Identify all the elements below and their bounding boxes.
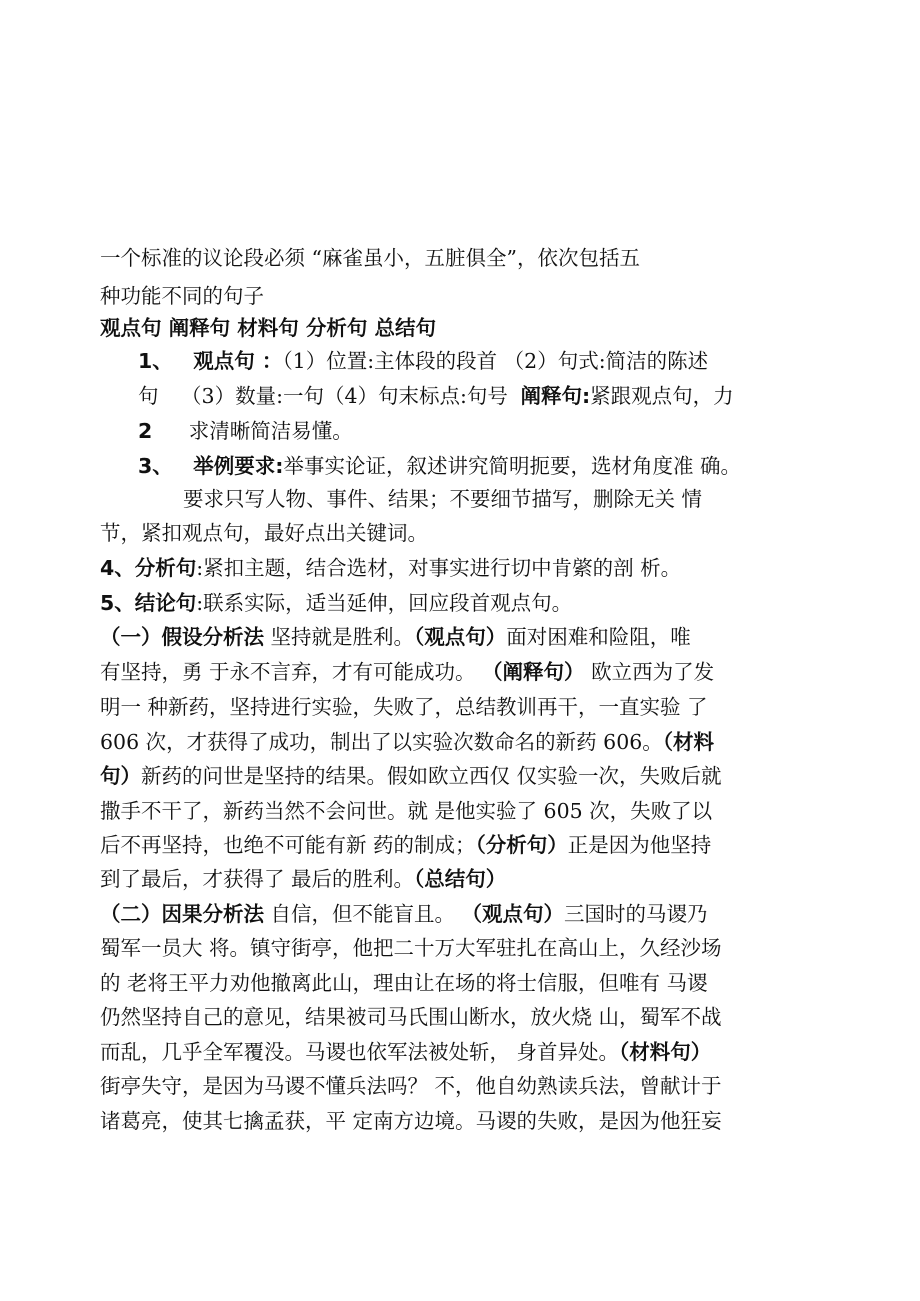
section-2-line-1 bbox=[100, 899, 840, 929]
item-3-label: 举例要求: bbox=[193, 454, 284, 478]
intro-line-2: 种功能不同的句子 bbox=[100, 284, 264, 308]
item-4-text: :紧扣主题，结合选材，对事实进行切中肯綮的剖 析。 bbox=[196, 556, 682, 580]
item-2-text: 紧跟观点句，力 bbox=[590, 384, 734, 408]
item-1-text: （1）位置:主体段的段首 （2）句式:简洁的陈述 bbox=[282, 349, 709, 373]
item-1-number: 1、 bbox=[138, 349, 173, 373]
section-2-line-2: 蜀军一员大 将。镇守街亭，他把二十万大军驻扎在高山上，久经沙场 bbox=[100, 936, 722, 960]
section-1-text: 坚持就是胜利。 bbox=[264, 625, 415, 649]
section-1-text: 欧立西为了发 bbox=[584, 660, 715, 684]
item-2 bbox=[138, 416, 838, 446]
item-1-cont-b: （3）数量:一句（4）句末标点:句号 bbox=[181, 384, 508, 408]
section-1-text: 面对困难和险阻，唯 bbox=[506, 625, 691, 649]
section-1-line-5 bbox=[100, 761, 840, 791]
item-3-number: 3、 bbox=[138, 454, 173, 478]
item-3-continued-1: 要求只写人物、事件、结果；不要细节描写，删除无关 情 bbox=[183, 487, 703, 511]
item-5-label: 5、结论句 bbox=[100, 591, 197, 615]
section-2-line-4: 仍然坚持自己的意见，结果被司马氏围山断水，放火烧 山，蜀军不战 bbox=[100, 1005, 722, 1029]
section-1-text: 有坚持，勇 于永不言弃，才有可能成功。 bbox=[100, 660, 483, 684]
section-2-line-3: 的 老将王平力劝他撤离此山，理由让在场的将士信服，但唯有 马谡 bbox=[100, 971, 708, 995]
item-3-text: 举事实论证，叙述讲究简明扼要，选材角度准 确。 bbox=[283, 454, 742, 478]
section-1-text: 后不再坚持，也绝不可能有新 药的制成； bbox=[100, 833, 476, 857]
section-1-tag-summary: （总结句） bbox=[414, 867, 507, 891]
item-1-label: 观点句 ： bbox=[193, 349, 283, 373]
section-2-line-6: 街亭失守，是因为马谡不懂兵法吗？ 不，他自幼熟读兵法，曾献计于 bbox=[100, 1074, 722, 1098]
section-2-text: 三国时的马谡乃 bbox=[564, 902, 708, 926]
section-1-text: 新药的问世是坚持的结果。假如欧立西仅 仅实验一次，失败后就 bbox=[141, 764, 722, 788]
item-2-number: 2 bbox=[138, 419, 153, 443]
item-1-cont-a: 句 bbox=[138, 384, 159, 408]
item-3-continued-2: 节，紧扣观点句，最好点出关键词。 bbox=[100, 521, 428, 545]
section-1-line-7 bbox=[100, 830, 840, 860]
item-5-text: :联系实际，适当延伸，回应段首观点句。 bbox=[196, 591, 573, 615]
item-2-label: 阐释句: bbox=[520, 384, 591, 408]
item-3 bbox=[138, 451, 838, 481]
item-5 bbox=[100, 588, 840, 618]
section-2-line-5 bbox=[100, 1037, 840, 1067]
section-1-tag-explain: （阐释句） bbox=[482, 660, 585, 684]
section-2-heading: （二）因果分析法 bbox=[100, 902, 264, 926]
section-2-tag-viewpoint: （观点句） bbox=[461, 902, 565, 926]
section-2-text: 自信，但不能盲且。 bbox=[264, 902, 462, 926]
item-2-continued: 求清晰简洁易懂。 bbox=[188, 419, 353, 443]
section-1-text: 正是因为他坚持 bbox=[567, 833, 712, 857]
item-1-continued bbox=[138, 381, 838, 411]
section-1-tag-analysis: （分析句） bbox=[475, 833, 568, 857]
section-1-line-3: 明一 种新药，坚持进行实验，失败了，总结教训再干，一直实验 了 bbox=[100, 695, 708, 719]
section-2-text: 而乱，几乎全军覆没。马谡也依军法被处斩， 身首异处。 bbox=[100, 1040, 620, 1064]
section-1-line-8 bbox=[100, 864, 840, 894]
item-1 bbox=[138, 346, 838, 376]
section-1-tag-material: （材料 bbox=[662, 730, 715, 754]
section-1-line-6: 撒手不干了，新药当然不会问世。就 是他实验了 605 次，失败了以 bbox=[100, 799, 713, 823]
item-4-label: 4、分析句 bbox=[100, 556, 197, 580]
section-1-text: 606 次，才获得了成功，制出了以实验次数命名的新药 606。 bbox=[100, 730, 663, 754]
item-4 bbox=[100, 553, 840, 583]
section-1-tag-material-end: 句） bbox=[100, 764, 141, 788]
intro-line-1: 一个标准的议论段必须 “麻雀虽小，五脏俱全”，依次包括五 bbox=[100, 246, 640, 270]
section-1-line-4 bbox=[100, 727, 840, 757]
sentence-types: 观点句 阐释句 材料句 分析句 总结句 bbox=[100, 316, 437, 340]
section-1-text: 到了最后，才获得了 最后的胜利。 bbox=[100, 867, 415, 891]
section-2-line-7: 诸葛亮，使其七擒孟获，平 定南方边境。马谡的失败，是因为他狂妄 bbox=[100, 1109, 722, 1133]
section-1-tag-viewpoint: （观点句） bbox=[414, 625, 507, 649]
section-2-tag-material: （材料句） bbox=[619, 1040, 712, 1064]
section-1-line-1 bbox=[100, 622, 840, 652]
section-1-line-2 bbox=[100, 657, 840, 687]
section-1-heading: （一）假设分析法 bbox=[100, 625, 264, 649]
